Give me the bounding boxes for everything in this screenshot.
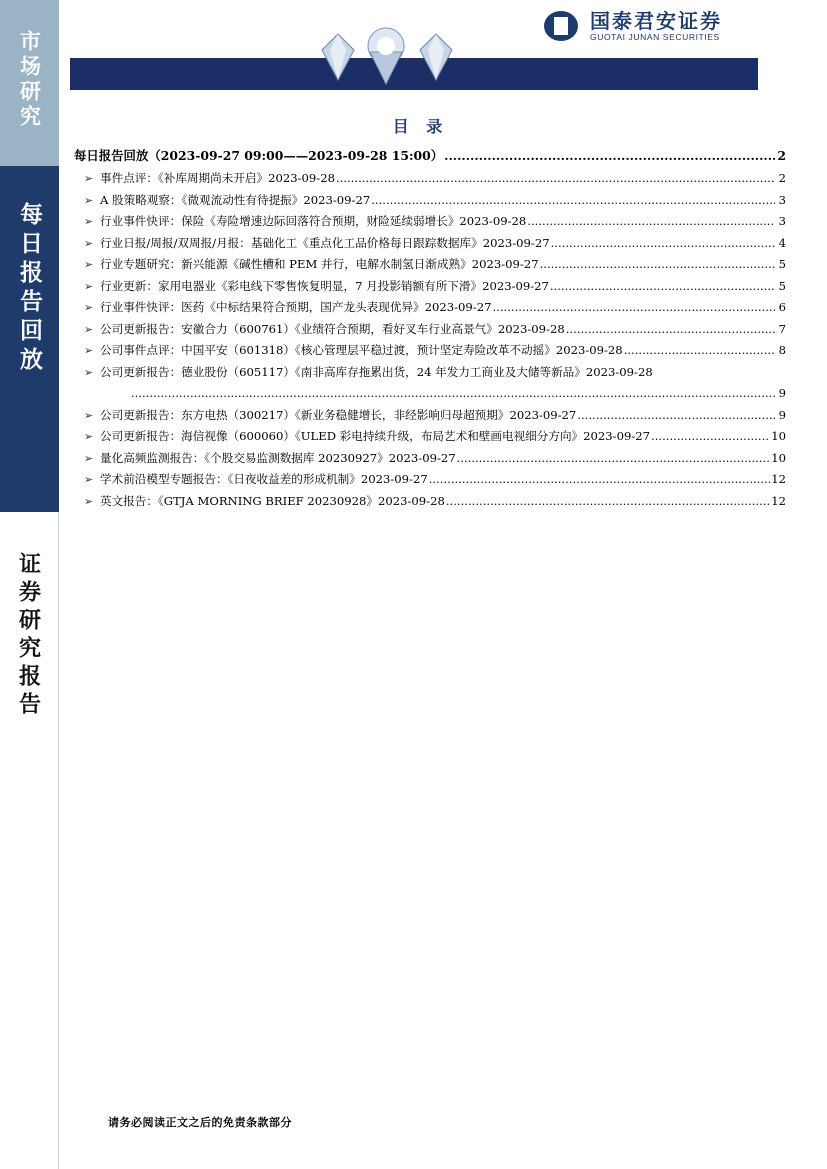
toc-item[interactable]: ➢ 行业事件快评：医药《中标结果符合预期，国产龙头表现优异》2023-09-27 ..... 6 [74, 299, 786, 315]
toc-item[interactable]: ➢ 公司更新报告：东方电热（300217）《新业务稳健增长，非经影响归母超预期》2023-09-27 ..... 9 [74, 407, 786, 423]
arrow-bullet-icon: ➢ [84, 258, 94, 271]
table-of-contents [74, 148, 786, 514]
sidebar-section-securities-report [0, 512, 59, 1169]
toc-item[interactable]: ➢ 公司事件点评：中国平安（601318）《核心管理层平稳过渡，预计坚定寿险改革不动摇》2023-09-28 ..... 8 [74, 342, 786, 358]
header-banner [70, 58, 758, 90]
toc-title: 目 录 [392, 117, 449, 136]
diamond-icon [416, 30, 456, 82]
arrow-bullet-icon: ➢ [84, 430, 94, 443]
sidebar-section-market-research [0, 0, 59, 166]
toc-item[interactable]: ➢ 行业日报/周报/双周报/月报：基础化工《重点化工品价格每日跟踪数据库》2023-09-27 ..... 4 [74, 235, 786, 251]
toc-item[interactable]: ➢ 公司更新报告：海信视像（600060）《ULED 彩电持续升级，布局艺术和壁画电视细分方向》2023-09-27 ..... 10 [74, 428, 786, 444]
toc-main-label: 每日报告回放（2023-09-27 09:00——2023-09-28 15:00） [74, 148, 444, 163]
toc-item[interactable]: ➢ 事件点评：《补库周期尚未开启》2023-09-28 ..... 2 [74, 170, 786, 186]
sidebar [0, 0, 59, 1169]
logo-mark-icon [540, 11, 586, 41]
arrow-bullet-icon: ➢ [84, 408, 94, 422]
arrow-bullet-icon: ➢ [84, 279, 94, 293]
disclaimer-footer: 请务必阅读正文之后的免责条款部分 [108, 1116, 292, 1129]
arrow-bullet-icon: ➢ [84, 451, 94, 465]
sidebar-top-label: 市场研究 [17, 30, 43, 130]
arrow-bullet-icon: ➢ [84, 494, 94, 508]
toc-item[interactable]: ➢ 行业事件快评：保险《寿险增速边际回落符合预期，财险延续弱增长》2023-09-28 ..... 3 [74, 213, 786, 229]
logo-chinese-name: 国泰君安证券 [590, 9, 722, 33]
toc-item[interactable]: ➢ A 股策略观察：《微观流动性有待提振》2023-09-27 ..... 3 [74, 192, 786, 208]
sidebar-middle-label: 每日报告回放 [16, 202, 43, 376]
arrow-bullet-icon: ➢ [84, 215, 94, 228]
toc-item[interactable]: ➢ 学术前沿模型专题报告：《日夜收益差的形成机制》2023-09-27 ..... 12 [74, 471, 786, 487]
company-logo [540, 10, 722, 42]
toc-item-continuation[interactable]: ..... 9 [74, 385, 786, 401]
arrow-bullet-icon: ➢ [84, 322, 94, 336]
logo-english-name: GUOTAI JUNAN SECURITIES [590, 32, 720, 42]
arrow-bullet-icon: ➢ [84, 172, 94, 185]
toc-item[interactable]: ➢ 公司更新报告：安徽合力（600761）《业绩符合预期，看好叉车行业高景气》2023-09-28 ..... 7 [74, 321, 786, 337]
arrow-bullet-icon: ➢ [84, 193, 94, 207]
arrow-bullet-icon: ➢ [84, 301, 94, 314]
sidebar-section-daily-replay [0, 166, 59, 512]
arrow-bullet-icon: ➢ [84, 473, 94, 486]
arrow-bullet-icon: ➢ [84, 344, 94, 357]
toc-item[interactable]: ➢ 量化高频监测报告：《个股交易监测数据库 20230927》2023-09-27 ..... 10 [74, 450, 786, 466]
toc-item[interactable]: ➢ 英文报告：《GTJA MORNING BRIEF 20230928》2023-09-28 ..... 12 [74, 493, 786, 509]
arrow-bullet-icon: ➢ [84, 236, 94, 250]
toc-item[interactable]: ➢ 行业更新：家用电器业《彩电线下零售恢复明显，7 月投影销额有所下滑》2023-09-27 ..... 5 [74, 278, 786, 294]
arrow-bullet-icon: ➢ [84, 365, 94, 379]
toc-item[interactable]: ➢ 行业专题研究：新兴能源《碱性槽和 PEM 并行，电解水制氢日渐成熟》2023-09-27 ..... 5 [74, 256, 786, 272]
diamond-icon [318, 30, 358, 82]
diamond-icon [360, 26, 412, 86]
toc-item[interactable]: ➢ 公司更新报告：德业股份（605117）《南非高库存拖累出货，24 年发力工商业及大储等新品》2023-09-28 [74, 364, 786, 380]
sidebar-bottom-label: 证券研究报告 [15, 552, 42, 720]
toc-page-number: 2 [777, 148, 786, 163]
toc-main-entry[interactable] [74, 148, 786, 164]
